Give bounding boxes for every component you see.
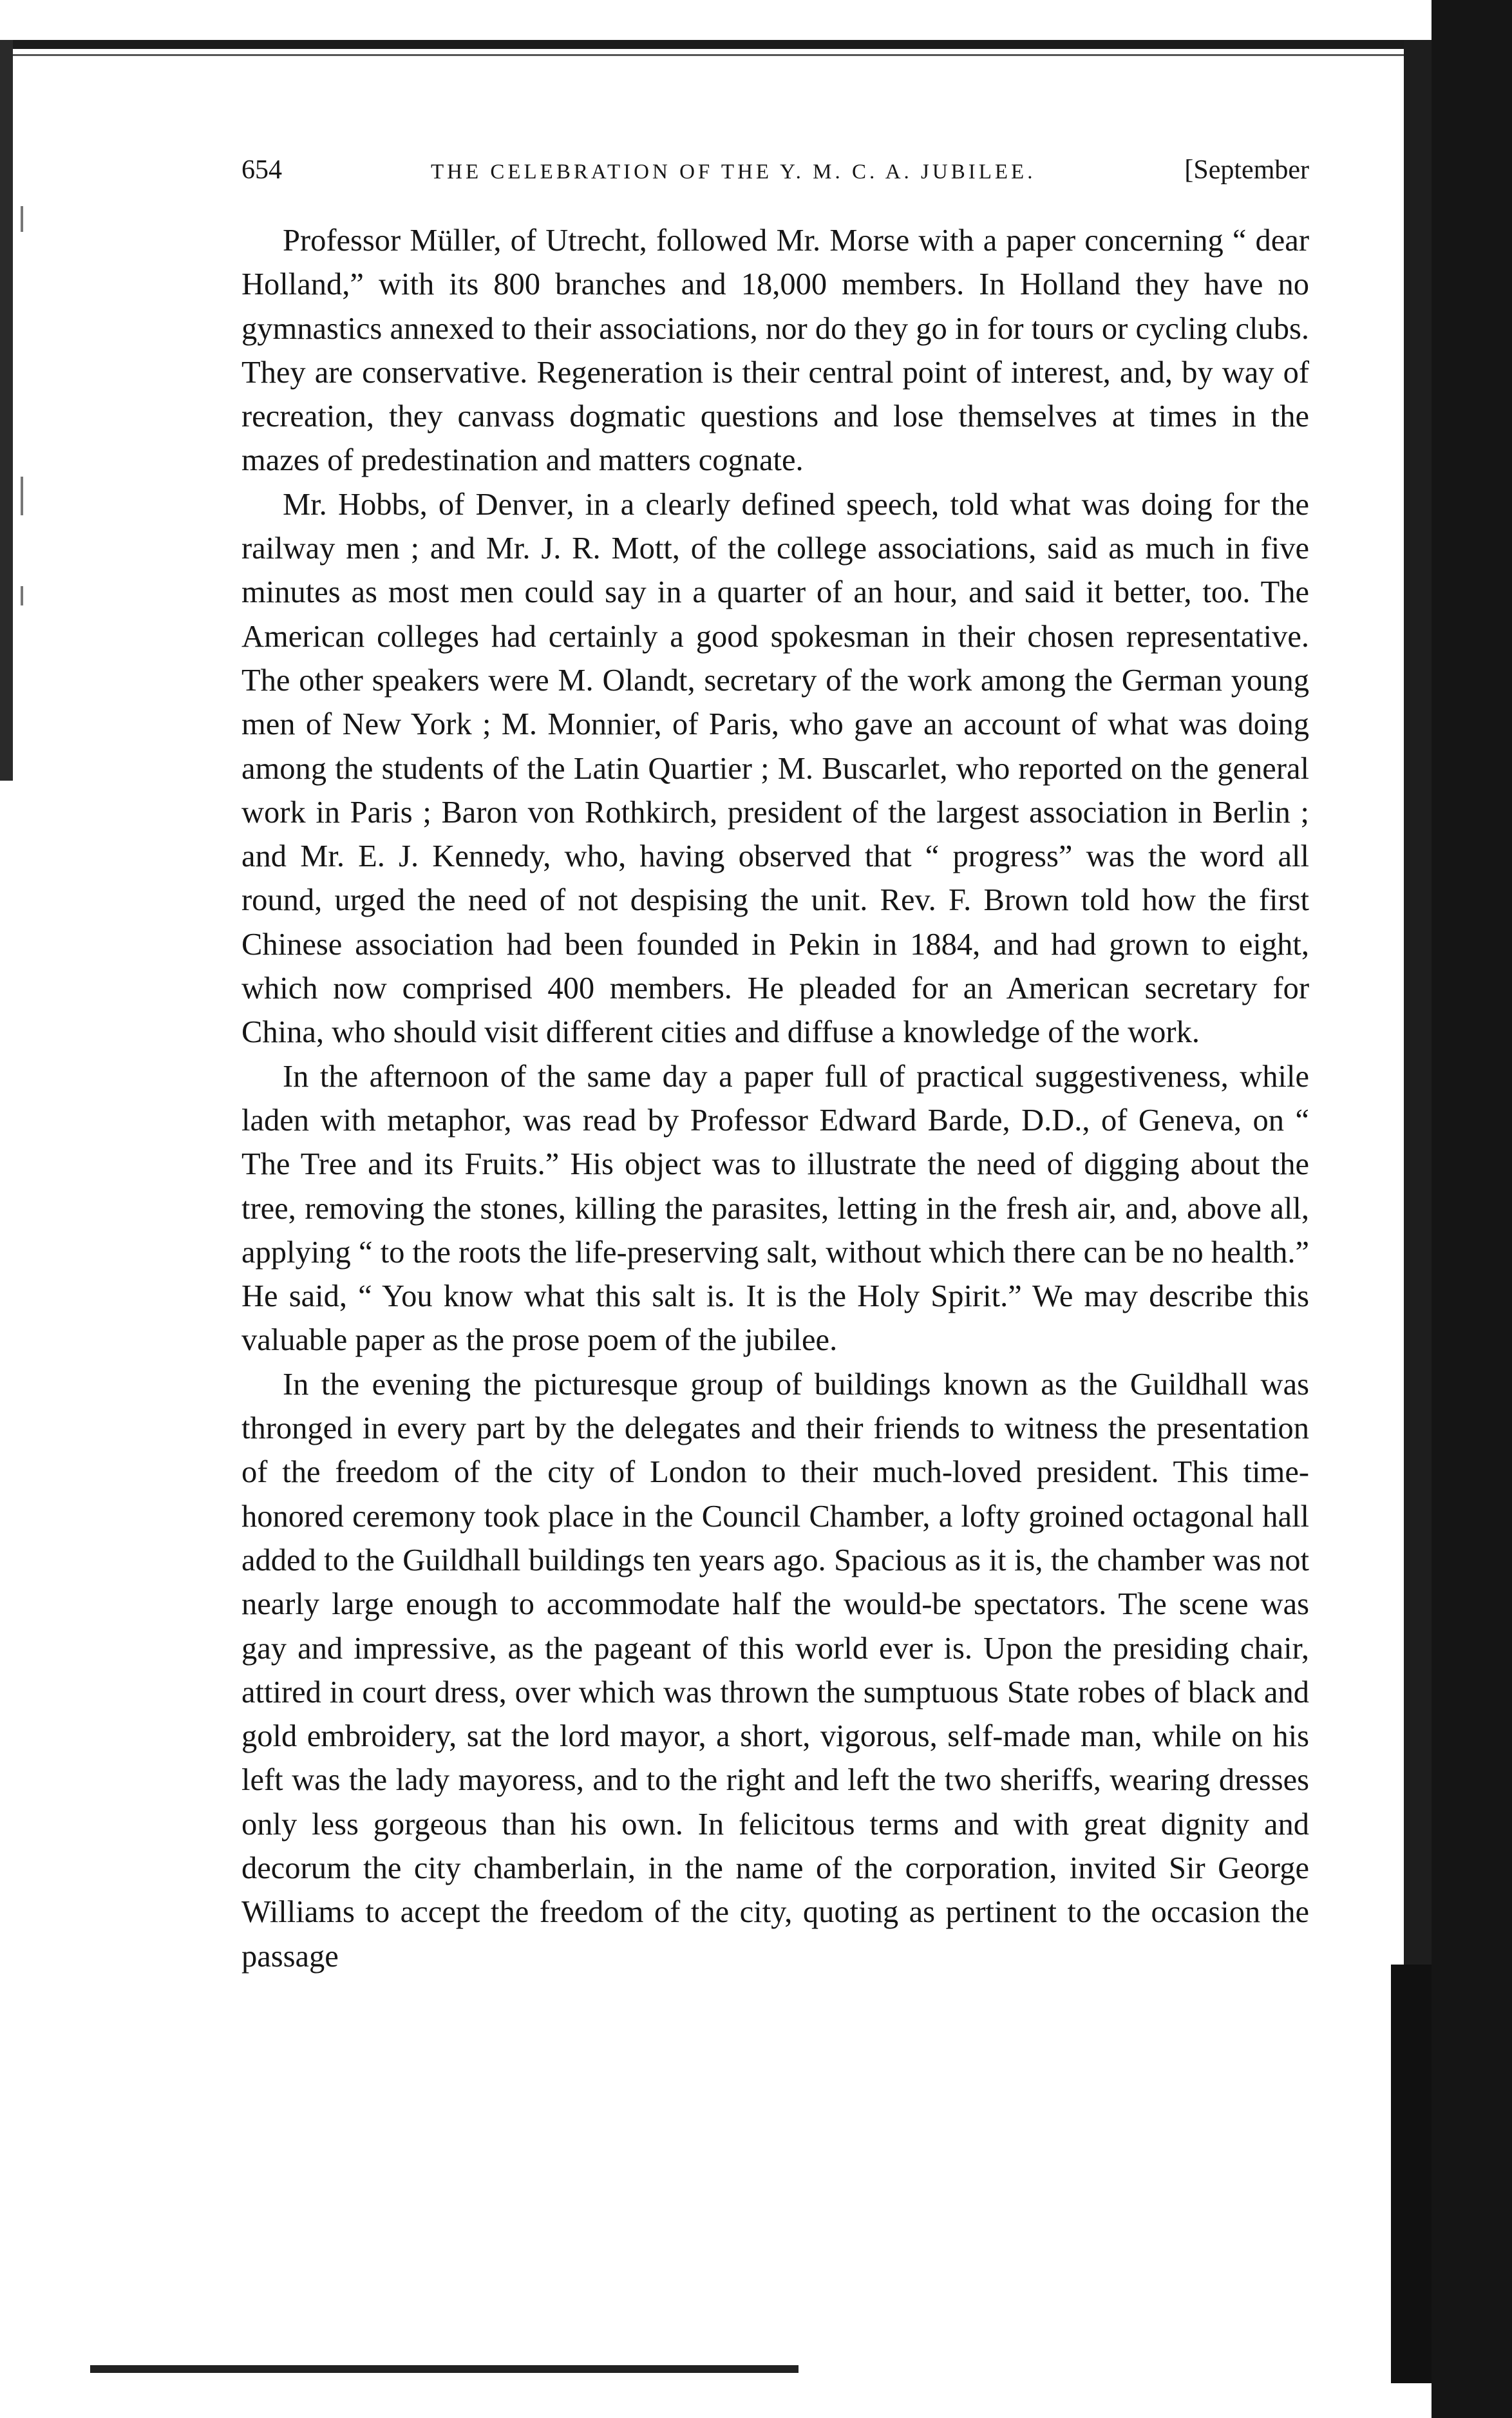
running-month: [September: [1184, 155, 1309, 185]
page-number: 654: [241, 155, 282, 185]
scan-margin-mark: [21, 206, 23, 232]
paragraph-hobbs: Mr. Hobbs, of Denver, in a clearly defined speech, told what was doing for the railway men ; and Mr. J. R. Mott, of the college associations, said as much in five minutes as most men could say in a quarter of an hour, and said it better, too. The American colleges had certainly a good spokesman in their chosen representative. The other speakers were M. Olandt, secretary of the work among the German young men of New York ; M. Monnier, of Paris, who gave an account of what was doing among the students of the Latin Quartier ; M. Buscarlet, who reported on the general work in Paris ; Baron von Rothkirch, president of the largest association in Berlin ; and Mr. E. J. Kennedy, who, having observed that “ progress” was the word all round, urged the need of not despising the unit. Rev. F. Brown told how the first Chinese association had been founded in Pekin in 1884, and had grown to eight, which now comprised 400 members. He pleaded for an American secretary for China, who should visit different cities and diffuse a knowledge of the work.: [241, 487, 1309, 1050]
scan-top-border-thin: [0, 54, 1433, 56]
scan-left-edge: [0, 40, 13, 781]
running-title: THE CELEBRATION OF THE Y. M. C. A. JUBILEE.: [430, 160, 1036, 184]
paragraph-afternoon: In the afternoon of the same day a paper full of practical suggestiveness, while laden with metaphor, was read by Professor Edward Barde, D.D., of Geneva, on “ The Tree and its Fruits.” His object was to illustrate the need of digging about the tree, removing the stones, killing the parasites, letting in the fresh air, and, above all, applying “ to the roots the life-preserving salt, without which there can be no health.” He said, “ You know what this salt is. It is the Holy Spirit.” We may describe this valuable paper as the prose poem of the jubilee.: [241, 1059, 1309, 1358]
scan-right-binding-shadow: [1404, 40, 1435, 2133]
paragraph-evening: In the evening the picturesque group of buildings known as the Guildhall was thronged in every part by the delegates and their friends to witness the presentation of the freedom of the city of London to their much-loved president. This time-honored ceremony took place in the Council Chamber, a lofty groined octagonal hall added to the Guildhall buildings ten years ago. Spacious as it is, the chamber was not nearly large enough to accommodate half the would-be spectators. The scene was gay and impressive, as the pageant of this world ever is. Upon the presiding chair, attired in court dress, over which was thrown the sumptuous State robes of black and gold embroidery, sat the lord mayor, a short, vigorous, self-made man, while on his left was the lady mayoress, and to the right and left the two sheriffs, wearing dresses only less gorgeous than his own. In felicitous terms and with great dignity and decorum the city chamberlain, in the name of the corporation, invited Sir George Williams to accept the freedom of the city, quoting as pertinent to the occasion the passage: [241, 1367, 1309, 1974]
paragraph-muller: Professor Müller, of Utrecht, followed Mr. Morse with a paper concerning “ dear Holland,” with its 800 branches and 18,000 members. In Holland they have no gymnastics annexed to their associations, nor do they go in for tours or cycling clubs. They are conservative. Regeneration is their central point of interest, and, by way of recreation, they canvass dogmatic questions and lose themselves at times in the mazes of predestination and matters cognate.: [241, 224, 1309, 478]
scan-top-border: [0, 40, 1433, 49]
article-body: [241, 219, 1309, 1979]
running-header: [241, 155, 1309, 193]
scan-right-binding-shadow-lower: [1391, 1965, 1436, 2383]
scan-margin-mark: [21, 477, 23, 515]
scan-margin-mark: [21, 586, 23, 605]
scan-right-edge: [1432, 0, 1512, 2418]
scan-bottom-border: [90, 2365, 799, 2373]
